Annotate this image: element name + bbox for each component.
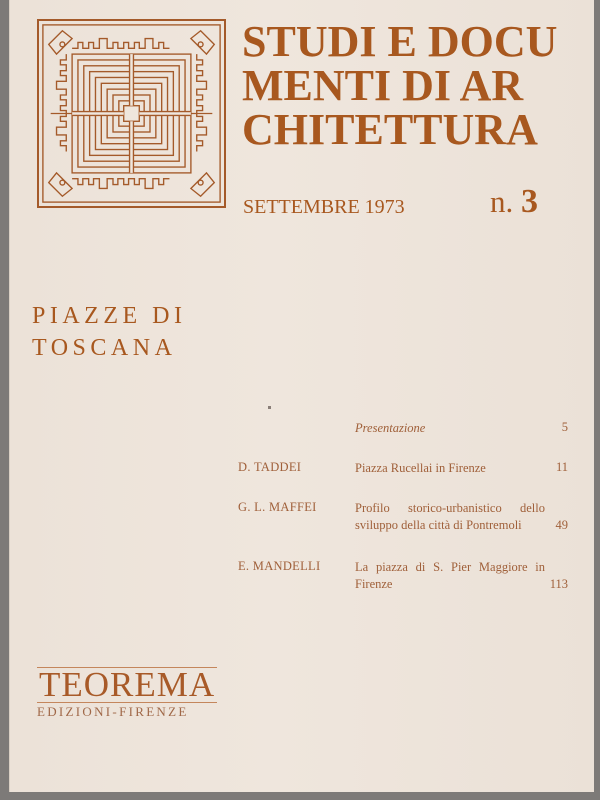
toc-title: La piazza di S. Pier Maggiore in Firenze [355,560,545,591]
subtitle-line-2: TOSCANA [32,335,177,361]
title-line-2: MENTI DI AR [242,61,524,110]
subtitle-line-1: PIAZZE DI [32,303,187,329]
title-line-3: CHITETTURA [242,105,538,154]
toc-author: E. MANDELLI [238,559,321,573]
toc-page: 113 [549,577,568,591]
journal-title [242,17,582,154]
publisher-name: TEOREMA [39,665,216,704]
toc-page: 11 [555,460,568,474]
toc-title: Presentazione [355,421,426,435]
issue-date: SETTEMBRE 1973 [243,196,405,218]
publisher-logo [37,667,222,720]
issue-prefix: n. [490,184,514,219]
toc-author: G. L. MAFFEI [238,500,317,514]
labyrinth-icon [37,19,226,208]
volume-subtitle [32,300,186,364]
issue-num: 3 [521,183,538,220]
toc-page: 49 [555,518,568,532]
toc-title: Piazza Rucellai in Firenze [355,461,486,475]
publisher-location: EDIZIONI-FIRENZE [37,704,189,719]
book-cover [9,0,594,792]
toc-author: D. TADDEI [238,460,302,474]
toc-page: 5 [561,420,568,434]
toc-title: Profilo storico-urbanistico dello sviluppo della città di Pontremoli [355,501,545,532]
title-line-1: STUDI E DOCU [242,17,558,66]
print-speck [268,406,271,409]
issue-number [490,183,538,221]
